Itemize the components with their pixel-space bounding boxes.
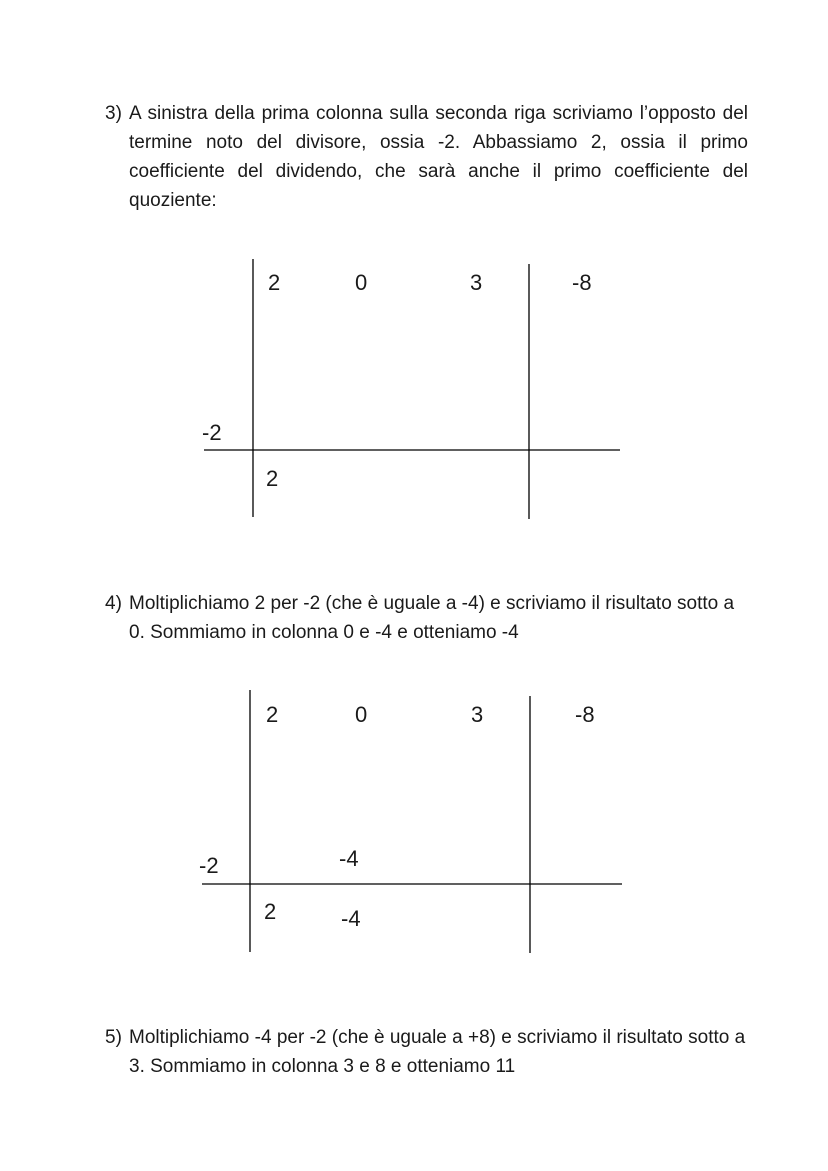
table-2-coefficient-2: 0 bbox=[355, 702, 368, 727]
table-1-coefficient-4: -8 bbox=[572, 270, 592, 295]
table-1-coefficient-3: 3 bbox=[470, 270, 483, 295]
table-2-coefficient-4: -8 bbox=[575, 702, 595, 727]
step-3-text: A sinistra della prima colonna sulla seconda riga scriviamo l’opposto del termine noto del divisore, ossia -2. Abbassiamo 2, ossia il primo coefficiente del dividendo, che sarà anche il primo coefficiente del quoziente: bbox=[129, 103, 748, 211]
step-3 bbox=[105, 99, 748, 215]
table-2-result-2: -4 bbox=[341, 906, 361, 931]
table-1-result-1: 2 bbox=[266, 466, 279, 491]
step-5-text: Moltiplichiamo -4 per -2 (che è uguale a +8) e scriviamo il risultato sotto a 3. Sommiamo in colonna 3 e 8 e otteniamo 11 bbox=[129, 1027, 746, 1077]
step-3-number: 3) bbox=[105, 103, 122, 124]
table-2-coefficient-3: 3 bbox=[471, 702, 484, 727]
table-1-divisor-root: -2 bbox=[202, 420, 222, 445]
table-2-coefficient-1: 2 bbox=[266, 702, 279, 727]
step-4-number: 4) bbox=[105, 593, 122, 614]
step-4-text: Moltiplichiamo 2 per -2 (che è uguale a -4) e scriviamo il risultato sotto a 0. Sommiamo in colonna 0 e -4 e otteniamo -4 bbox=[129, 593, 735, 643]
table-1-coefficient-2: 0 bbox=[355, 270, 368, 295]
step-4 bbox=[105, 589, 748, 647]
table-2-result-1: 2 bbox=[264, 899, 277, 924]
table-1-coefficient-1: 2 bbox=[268, 270, 281, 295]
table-2-divisor-root: -2 bbox=[199, 853, 219, 878]
step-5 bbox=[105, 1023, 748, 1081]
step-5-number: 5) bbox=[105, 1027, 122, 1048]
table-2-product-1: -4 bbox=[339, 846, 359, 871]
